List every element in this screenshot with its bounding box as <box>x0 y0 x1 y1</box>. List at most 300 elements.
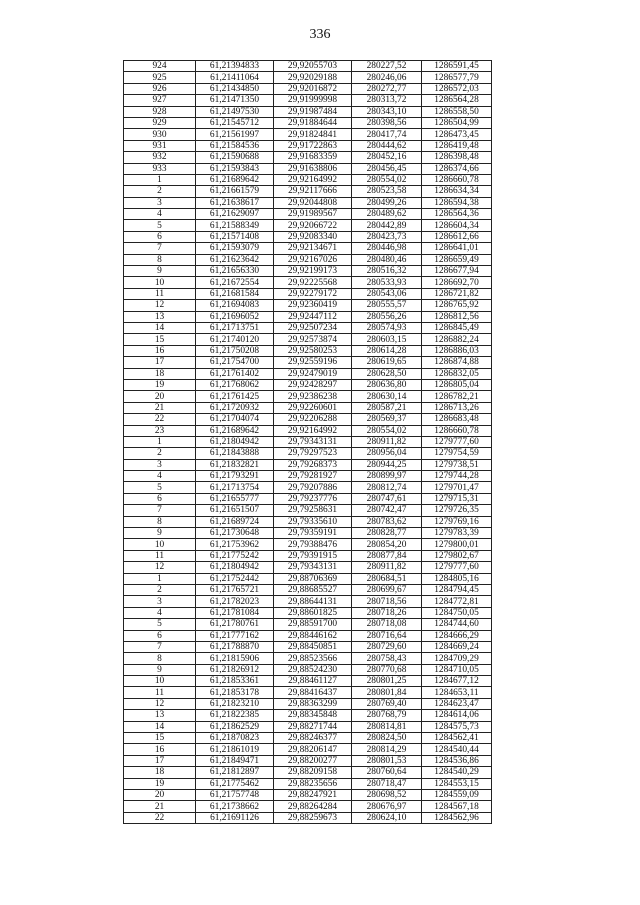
x-coordinate-cell: 280718,47 <box>352 778 422 789</box>
point-number-cell: 19 <box>124 379 196 390</box>
point-number-cell: 17 <box>124 755 196 766</box>
latitude-cell: 61,21571408 <box>196 231 274 242</box>
coordinates-table-body <box>124 61 492 824</box>
table-row <box>124 106 492 117</box>
y-coordinate-cell: 1286594,38 <box>422 197 492 208</box>
longitude-cell: 29,79237776 <box>274 493 352 504</box>
y-coordinate-cell: 1286572,03 <box>422 83 492 94</box>
table-row <box>124 641 492 652</box>
x-coordinate-cell: 280523,58 <box>352 186 422 197</box>
x-coordinate-cell: 280628,50 <box>352 368 422 379</box>
table-row <box>124 630 492 641</box>
x-coordinate-cell: 280574,93 <box>352 322 422 333</box>
table-row <box>124 584 492 595</box>
page-number: 336 <box>309 27 331 42</box>
latitude-cell: 61,21561997 <box>196 129 274 140</box>
longitude-cell: 29,88644131 <box>274 596 352 607</box>
point-number-cell: 11 <box>124 288 196 299</box>
latitude-cell: 61,21672554 <box>196 277 274 288</box>
table-row <box>124 357 492 368</box>
latitude-cell: 61,21843888 <box>196 448 274 459</box>
longitude-cell: 29,92083340 <box>274 231 352 242</box>
latitude-cell: 61,21862529 <box>196 721 274 732</box>
latitude-cell: 61,21849471 <box>196 755 274 766</box>
point-number-cell: 19 <box>124 778 196 789</box>
x-coordinate-cell: 280569,37 <box>352 414 422 425</box>
longitude-cell: 29,91884644 <box>274 117 352 128</box>
point-number-cell: 6 <box>124 231 196 242</box>
table-row <box>124 710 492 721</box>
y-coordinate-cell: 1284553,15 <box>422 778 492 789</box>
point-number-cell: 13 <box>124 311 196 322</box>
x-coordinate-cell: 280729,60 <box>352 641 422 652</box>
latitude-cell: 61,21694083 <box>196 300 274 311</box>
longitude-cell: 29,88271744 <box>274 721 352 732</box>
table-row <box>124 812 492 823</box>
y-coordinate-cell: 1286564,36 <box>422 209 492 220</box>
latitude-cell: 61,21752442 <box>196 573 274 584</box>
x-coordinate-cell: 280698,52 <box>352 790 422 801</box>
point-number-cell: 1 <box>124 174 196 185</box>
table-row <box>124 345 492 356</box>
longitude-cell: 29,92066722 <box>274 220 352 231</box>
longitude-cell: 29,88601825 <box>274 607 352 618</box>
x-coordinate-cell: 280676,97 <box>352 801 422 812</box>
point-number-cell: 931 <box>124 140 196 151</box>
point-number-cell: 925 <box>124 72 196 83</box>
table-row <box>124 755 492 766</box>
longitude-cell: 29,91722863 <box>274 140 352 151</box>
x-coordinate-cell: 280783,62 <box>352 516 422 527</box>
longitude-cell: 29,88264284 <box>274 801 352 812</box>
y-coordinate-cell: 1286886,03 <box>422 345 492 356</box>
point-number-cell: 7 <box>124 641 196 652</box>
table-row <box>124 482 492 493</box>
y-coordinate-cell: 1286683,48 <box>422 414 492 425</box>
x-coordinate-cell: 280480,46 <box>352 254 422 265</box>
x-coordinate-cell: 280684,51 <box>352 573 422 584</box>
table-row <box>124 653 492 664</box>
y-coordinate-cell: 1286473,45 <box>422 129 492 140</box>
y-coordinate-cell: 1286564,28 <box>422 95 492 106</box>
latitude-cell: 61,21765721 <box>196 584 274 595</box>
table-row <box>124 266 492 277</box>
x-coordinate-cell: 280442,89 <box>352 220 422 231</box>
longitude-cell: 29,92016872 <box>274 83 352 94</box>
x-coordinate-cell: 280630,14 <box>352 391 422 402</box>
table-row <box>124 778 492 789</box>
longitude-cell: 29,88345848 <box>274 710 352 721</box>
longitude-cell: 29,92206288 <box>274 414 352 425</box>
table-row <box>124 334 492 345</box>
table-row <box>124 493 492 504</box>
y-coordinate-cell: 1286634,34 <box>422 186 492 197</box>
longitude-cell: 29,88524230 <box>274 664 352 675</box>
x-coordinate-cell: 280770,68 <box>352 664 422 675</box>
longitude-cell: 29,79335610 <box>274 516 352 527</box>
latitude-cell: 61,21793291 <box>196 471 274 482</box>
longitude-cell: 29,92225568 <box>274 277 352 288</box>
table-row <box>124 152 492 163</box>
point-number-cell: 22 <box>124 414 196 425</box>
latitude-cell: 61,21651507 <box>196 505 274 516</box>
longitude-cell: 29,79388476 <box>274 539 352 550</box>
x-coordinate-cell: 280814,81 <box>352 721 422 732</box>
point-number-cell: 8 <box>124 516 196 527</box>
x-coordinate-cell: 280614,28 <box>352 345 422 356</box>
x-coordinate-cell: 280624,10 <box>352 812 422 823</box>
table-row <box>124 505 492 516</box>
point-number-cell: 4 <box>124 471 196 482</box>
longitude-cell: 29,79268373 <box>274 459 352 470</box>
table-row <box>124 676 492 687</box>
y-coordinate-cell: 1286660,78 <box>422 425 492 436</box>
y-coordinate-cell: 1284744,60 <box>422 619 492 630</box>
point-number-cell: 7 <box>124 243 196 254</box>
table-row <box>124 368 492 379</box>
longitude-cell: 29,88235656 <box>274 778 352 789</box>
y-coordinate-cell: 1286812,56 <box>422 311 492 322</box>
longitude-cell: 29,92386238 <box>274 391 352 402</box>
x-coordinate-cell: 280452,16 <box>352 152 422 163</box>
latitude-cell: 61,21761425 <box>196 391 274 402</box>
x-coordinate-cell: 280398,56 <box>352 117 422 128</box>
y-coordinate-cell: 1284677,12 <box>422 676 492 687</box>
point-number-cell: 924 <box>124 61 196 72</box>
longitude-cell: 29,92134671 <box>274 243 352 254</box>
latitude-cell: 61,21853361 <box>196 676 274 687</box>
longitude-cell: 29,92055703 <box>274 61 352 72</box>
y-coordinate-cell: 1286713,26 <box>422 402 492 413</box>
longitude-cell: 29,79343131 <box>274 436 352 447</box>
longitude-cell: 29,88446162 <box>274 630 352 641</box>
table-row <box>124 744 492 755</box>
latitude-cell: 61,21753962 <box>196 539 274 550</box>
longitude-cell: 29,88416437 <box>274 687 352 698</box>
table-row <box>124 209 492 220</box>
x-coordinate-cell: 280911,82 <box>352 436 422 447</box>
x-coordinate-cell: 280718,26 <box>352 607 422 618</box>
table-row <box>124 379 492 390</box>
table-row <box>124 448 492 459</box>
latitude-cell: 61,21584536 <box>196 140 274 151</box>
latitude-cell: 61,21689642 <box>196 425 274 436</box>
y-coordinate-cell: 1286660,78 <box>422 174 492 185</box>
latitude-cell: 61,21471350 <box>196 95 274 106</box>
latitude-cell: 61,21689642 <box>196 174 274 185</box>
x-coordinate-cell: 280742,47 <box>352 505 422 516</box>
y-coordinate-cell: 1284536,86 <box>422 755 492 766</box>
x-coordinate-cell: 280718,08 <box>352 619 422 630</box>
latitude-cell: 61,21777162 <box>196 630 274 641</box>
latitude-cell: 61,21775242 <box>196 550 274 561</box>
longitude-cell: 29,92164992 <box>274 174 352 185</box>
latitude-cell: 61,21629097 <box>196 209 274 220</box>
x-coordinate-cell: 280554,02 <box>352 174 422 185</box>
point-number-cell: 3 <box>124 596 196 607</box>
latitude-cell: 61,21804942 <box>196 436 274 447</box>
point-number-cell: 16 <box>124 744 196 755</box>
y-coordinate-cell: 1284614,06 <box>422 710 492 721</box>
longitude-cell: 29,88200277 <box>274 755 352 766</box>
y-coordinate-cell: 1284540,29 <box>422 767 492 778</box>
point-number-cell: 2 <box>124 584 196 595</box>
longitude-cell: 29,92164992 <box>274 425 352 436</box>
point-number-cell: 12 <box>124 562 196 573</box>
x-coordinate-cell: 280246,06 <box>352 72 422 83</box>
point-number-cell: 2 <box>124 448 196 459</box>
y-coordinate-cell: 1279738,51 <box>422 459 492 470</box>
x-coordinate-cell: 280489,62 <box>352 209 422 220</box>
y-coordinate-cell: 1279783,39 <box>422 528 492 539</box>
table-row <box>124 277 492 288</box>
x-coordinate-cell: 280446,98 <box>352 243 422 254</box>
latitude-cell: 61,21822385 <box>196 710 274 721</box>
longitude-cell: 29,79359191 <box>274 528 352 539</box>
x-coordinate-cell: 280636,80 <box>352 379 422 390</box>
latitude-cell: 61,21870823 <box>196 733 274 744</box>
table-row <box>124 733 492 744</box>
table-row <box>124 231 492 242</box>
y-coordinate-cell: 1279769,16 <box>422 516 492 527</box>
y-coordinate-cell: 1286504,99 <box>422 117 492 128</box>
table-row <box>124 402 492 413</box>
table-row <box>124 83 492 94</box>
x-coordinate-cell: 280227,52 <box>352 61 422 72</box>
longitude-cell: 29,91638806 <box>274 163 352 174</box>
x-coordinate-cell: 280801,53 <box>352 755 422 766</box>
longitude-cell: 29,88259673 <box>274 812 352 823</box>
y-coordinate-cell: 1284794,45 <box>422 584 492 595</box>
table-row <box>124 790 492 801</box>
x-coordinate-cell: 280824,50 <box>352 733 422 744</box>
latitude-cell: 61,21590688 <box>196 152 274 163</box>
x-coordinate-cell: 280699,67 <box>352 584 422 595</box>
longitude-cell: 29,92447112 <box>274 311 352 322</box>
y-coordinate-cell: 1279777,60 <box>422 436 492 447</box>
x-coordinate-cell: 280801,25 <box>352 676 422 687</box>
longitude-cell: 29,92279172 <box>274 288 352 299</box>
latitude-cell: 61,21593079 <box>196 243 274 254</box>
longitude-cell: 29,91824841 <box>274 129 352 140</box>
table-row <box>124 414 492 425</box>
coordinates-table <box>123 60 492 824</box>
table-row <box>124 436 492 447</box>
x-coordinate-cell: 280812,74 <box>352 482 422 493</box>
y-coordinate-cell: 1279802,67 <box>422 550 492 561</box>
table-row <box>124 163 492 174</box>
x-coordinate-cell: 280877,84 <box>352 550 422 561</box>
latitude-cell: 61,21638617 <box>196 197 274 208</box>
latitude-cell: 61,21730648 <box>196 528 274 539</box>
point-number-cell: 22 <box>124 812 196 823</box>
table-row <box>124 698 492 709</box>
longitude-cell: 29,92479019 <box>274 368 352 379</box>
point-number-cell: 930 <box>124 129 196 140</box>
latitude-cell: 61,21826912 <box>196 664 274 675</box>
point-number-cell: 16 <box>124 345 196 356</box>
table-row <box>124 72 492 83</box>
point-number-cell: 14 <box>124 721 196 732</box>
table-row <box>124 311 492 322</box>
y-coordinate-cell: 1286874,88 <box>422 357 492 368</box>
table-row <box>124 322 492 333</box>
table-row <box>124 573 492 584</box>
x-coordinate-cell: 280417,74 <box>352 129 422 140</box>
point-number-cell: 13 <box>124 710 196 721</box>
x-coordinate-cell: 280899,97 <box>352 471 422 482</box>
point-number-cell: 18 <box>124 767 196 778</box>
latitude-cell: 61,21704074 <box>196 414 274 425</box>
longitude-cell: 29,88685527 <box>274 584 352 595</box>
x-coordinate-cell: 280423,73 <box>352 231 422 242</box>
y-coordinate-cell: 1286419,48 <box>422 140 492 151</box>
x-coordinate-cell: 280718,56 <box>352 596 422 607</box>
table-row <box>124 129 492 140</box>
longitude-cell: 29,88591700 <box>274 619 352 630</box>
longitude-cell: 29,79343131 <box>274 562 352 573</box>
latitude-cell: 61,21761402 <box>196 368 274 379</box>
longitude-cell: 29,79207886 <box>274 482 352 493</box>
longitude-cell: 29,92167026 <box>274 254 352 265</box>
x-coordinate-cell: 280768,79 <box>352 710 422 721</box>
x-coordinate-cell: 280854,20 <box>352 539 422 550</box>
longitude-cell: 29,88247921 <box>274 790 352 801</box>
latitude-cell: 61,21738662 <box>196 801 274 812</box>
longitude-cell: 29,92428297 <box>274 379 352 390</box>
table-row <box>124 596 492 607</box>
x-coordinate-cell: 280533,93 <box>352 277 422 288</box>
y-coordinate-cell: 1284709,29 <box>422 653 492 664</box>
longitude-cell: 29,88523566 <box>274 653 352 664</box>
y-coordinate-cell: 1286692,70 <box>422 277 492 288</box>
y-coordinate-cell: 1284623,47 <box>422 698 492 709</box>
longitude-cell: 29,92573874 <box>274 334 352 345</box>
table-row <box>124 220 492 231</box>
point-number-cell: 8 <box>124 653 196 664</box>
table-row <box>124 550 492 561</box>
table-row <box>124 619 492 630</box>
latitude-cell: 61,21691126 <box>196 812 274 823</box>
table-row <box>124 562 492 573</box>
y-coordinate-cell: 1279754,59 <box>422 448 492 459</box>
longitude-cell: 29,92507234 <box>274 322 352 333</box>
y-coordinate-cell: 1284575,73 <box>422 721 492 732</box>
table-row <box>124 95 492 106</box>
y-coordinate-cell: 1286577,79 <box>422 72 492 83</box>
y-coordinate-cell: 1286845,49 <box>422 322 492 333</box>
longitude-cell: 29,88206147 <box>274 744 352 755</box>
latitude-cell: 61,21661579 <box>196 186 274 197</box>
point-number-cell: 20 <box>124 391 196 402</box>
point-number-cell: 5 <box>124 482 196 493</box>
table-row <box>124 664 492 675</box>
point-number-cell: 5 <box>124 619 196 630</box>
latitude-cell: 61,21853178 <box>196 687 274 698</box>
y-coordinate-cell: 1286641,01 <box>422 243 492 254</box>
point-number-cell: 21 <box>124 801 196 812</box>
table-row <box>124 300 492 311</box>
x-coordinate-cell: 280758,43 <box>352 653 422 664</box>
y-coordinate-cell: 1284562,41 <box>422 733 492 744</box>
x-coordinate-cell: 280516,32 <box>352 266 422 277</box>
table-row <box>124 459 492 470</box>
latitude-cell: 61,21740120 <box>196 334 274 345</box>
table-row <box>124 117 492 128</box>
table-row <box>124 425 492 436</box>
longitude-cell: 29,79258631 <box>274 505 352 516</box>
x-coordinate-cell: 280444,62 <box>352 140 422 151</box>
table-row <box>124 197 492 208</box>
x-coordinate-cell: 280814,29 <box>352 744 422 755</box>
table-row <box>124 140 492 151</box>
point-number-cell: 3 <box>124 459 196 470</box>
table-row <box>124 288 492 299</box>
table-row <box>124 471 492 482</box>
point-number-cell: 15 <box>124 733 196 744</box>
point-number-cell: 4 <box>124 607 196 618</box>
latitude-cell: 61,21750208 <box>196 345 274 356</box>
longitude-cell: 29,88450851 <box>274 641 352 652</box>
y-coordinate-cell: 1284559,09 <box>422 790 492 801</box>
longitude-cell: 29,92029188 <box>274 72 352 83</box>
longitude-cell: 29,92580253 <box>274 345 352 356</box>
point-number-cell: 20 <box>124 790 196 801</box>
y-coordinate-cell: 1284710,05 <box>422 664 492 675</box>
point-number-cell: 4 <box>124 209 196 220</box>
y-coordinate-cell: 1279800,01 <box>422 539 492 550</box>
y-coordinate-cell: 1284805,16 <box>422 573 492 584</box>
longitude-cell: 29,91987484 <box>274 106 352 117</box>
point-number-cell: 1 <box>124 573 196 584</box>
table-row <box>124 721 492 732</box>
longitude-cell: 29,91999998 <box>274 95 352 106</box>
longitude-cell: 29,88363299 <box>274 698 352 709</box>
latitude-cell: 61,21623642 <box>196 254 274 265</box>
y-coordinate-cell: 1286398,48 <box>422 152 492 163</box>
x-coordinate-cell: 280272,77 <box>352 83 422 94</box>
point-number-cell: 12 <box>124 300 196 311</box>
point-number-cell: 926 <box>124 83 196 94</box>
x-coordinate-cell: 280716,64 <box>352 630 422 641</box>
table-row <box>124 687 492 698</box>
point-number-cell: 6 <box>124 493 196 504</box>
y-coordinate-cell: 1286604,34 <box>422 220 492 231</box>
longitude-cell: 29,91989567 <box>274 209 352 220</box>
x-coordinate-cell: 280828,77 <box>352 528 422 539</box>
y-coordinate-cell: 1279777,60 <box>422 562 492 573</box>
x-coordinate-cell: 280543,06 <box>352 288 422 299</box>
latitude-cell: 61,21394833 <box>196 61 274 72</box>
latitude-cell: 61,21588349 <box>196 220 274 231</box>
latitude-cell: 61,21812897 <box>196 767 274 778</box>
x-coordinate-cell: 280769,40 <box>352 698 422 709</box>
x-coordinate-cell: 280313,72 <box>352 95 422 106</box>
y-coordinate-cell: 1286782,21 <box>422 391 492 402</box>
point-number-cell: 927 <box>124 95 196 106</box>
y-coordinate-cell: 1284653,11 <box>422 687 492 698</box>
point-number-cell: 18 <box>124 368 196 379</box>
point-number-cell: 9 <box>124 528 196 539</box>
y-coordinate-cell: 1286612,66 <box>422 231 492 242</box>
longitude-cell: 29,88209158 <box>274 767 352 778</box>
x-coordinate-cell: 280587,21 <box>352 402 422 413</box>
longitude-cell: 29,79281927 <box>274 471 352 482</box>
y-coordinate-cell: 1286374,66 <box>422 163 492 174</box>
longitude-cell: 29,92360419 <box>274 300 352 311</box>
y-coordinate-cell: 1279744,28 <box>422 471 492 482</box>
x-coordinate-cell: 280747,61 <box>352 493 422 504</box>
